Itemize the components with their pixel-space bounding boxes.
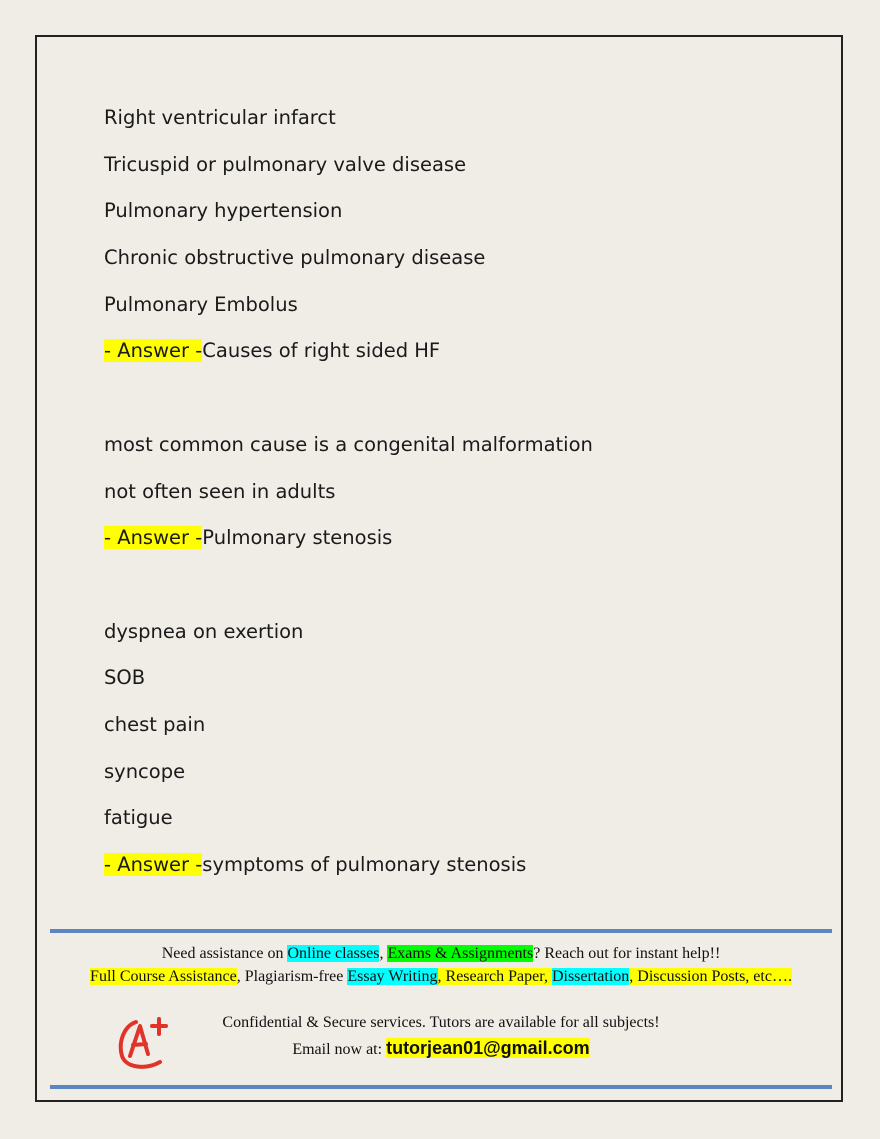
question-line: Chronic obstructive pulmonary disease — [104, 246, 486, 270]
footer-line-3: Confidential & Secure services. Tutors are available for all subjects! — [222, 1014, 660, 1031]
answer-line — [104, 337, 804, 384]
essay-writing-link[interactable]: Essay Writing — [347, 968, 438, 985]
footer-bottom-rule — [50, 1085, 832, 1089]
dissertation-link[interactable]: Dissertation — [551, 968, 630, 985]
question-line: fatigue — [104, 806, 173, 830]
question-line: Tricuspid or pulmonary valve disease — [104, 152, 467, 176]
footer-plagiarism: , Plagiarism-free — [236, 968, 348, 985]
online-classes-link[interactable]: Online classes — [287, 945, 380, 962]
footer-comma: , — [379, 945, 388, 962]
document-body — [104, 104, 804, 898]
question-line: most common cause is a congenital malformation — [104, 432, 593, 456]
question-line: syncope — [104, 759, 186, 783]
answer-line — [104, 524, 804, 571]
question-line: Pulmonary hypertension — [104, 199, 343, 223]
full-course-link[interactable]: Full Course Assistance — [90, 968, 237, 985]
answer-label: - Answer - — [104, 853, 203, 876]
question-line: Right ventricular infarct — [104, 106, 336, 129]
answer-line — [104, 851, 804, 898]
answer-text: symptoms of pulmonary stenosis — [202, 853, 527, 876]
question-line: dyspnea on exertion — [104, 619, 304, 643]
exams-assignments-link[interactable]: Exams & Assignments — [387, 945, 534, 962]
research-paper-text: , Research Paper, — [437, 968, 552, 985]
footer-prefix: Need assistance on — [161, 945, 288, 962]
question-line: SOB — [104, 666, 146, 690]
footer-line-1 — [50, 945, 832, 963]
footer-email-line — [50, 1038, 832, 1059]
answer-label: - Answer - — [104, 339, 203, 363]
footer-line-2 — [50, 968, 832, 986]
footer-top-rule — [50, 929, 832, 933]
question-line: Pulmonary Embolus — [104, 292, 298, 316]
footer-suffix: ? Reach out for instant help!! — [533, 945, 721, 962]
answer-label: - Answer - — [104, 526, 203, 550]
answer-text: Causes of right sided HF — [202, 339, 441, 363]
discussion-posts-text: , Discussion Posts, etc…. — [629, 968, 792, 985]
question-line: not often seen in adults — [104, 479, 336, 503]
email-prefix: Email now at: — [292, 1041, 387, 1058]
blank-line — [104, 384, 804, 431]
email-link[interactable]: tutorjean01@gmail.com — [386, 1038, 590, 1058]
question-line: chest pain — [104, 712, 206, 736]
blank-line — [104, 571, 804, 618]
answer-text: Pulmonary stenosis — [202, 526, 393, 550]
